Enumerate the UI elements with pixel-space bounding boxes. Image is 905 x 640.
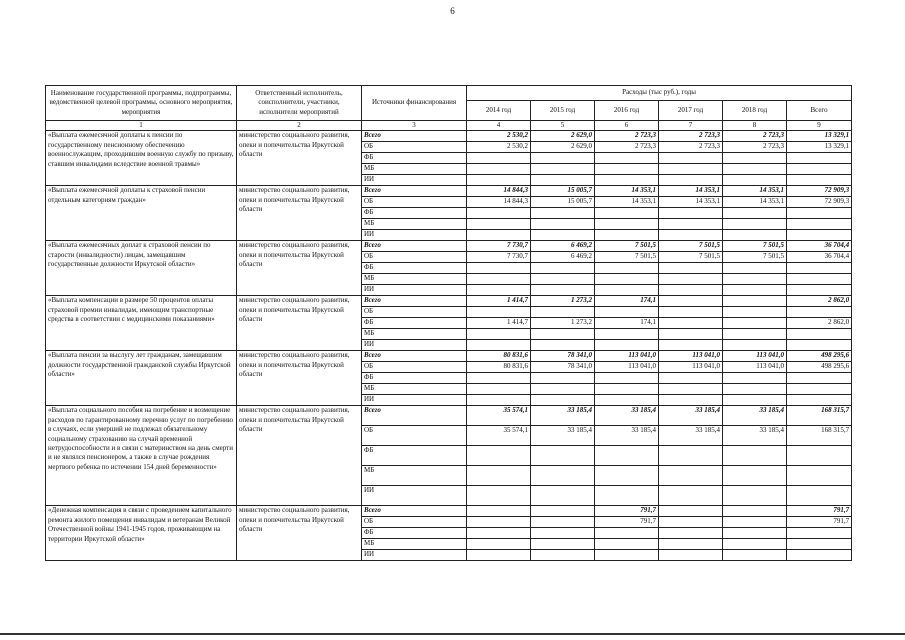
amount-cell bbox=[659, 175, 723, 186]
amount-cell bbox=[787, 164, 852, 175]
funding-source: ФБ bbox=[362, 373, 467, 384]
amount-cell: 78 341,0 bbox=[531, 351, 595, 362]
amount-cell bbox=[531, 175, 595, 186]
amount-cell bbox=[659, 285, 723, 296]
amount-cell bbox=[531, 528, 595, 539]
amount-cell: 35 574,1 bbox=[467, 426, 531, 446]
header-year-2015: 2015 год bbox=[531, 101, 595, 121]
amount-cell bbox=[595, 395, 659, 406]
amount-cell bbox=[595, 539, 659, 550]
amount-cell bbox=[723, 528, 787, 539]
measure-name: «Выплата ежемесячной доплаты к страховой пенсии отдельным категориям граждан» bbox=[46, 186, 237, 241]
amount-cell bbox=[595, 230, 659, 241]
amount-cell bbox=[723, 506, 787, 517]
funding-source: Всего bbox=[362, 351, 467, 362]
measure-name: «Выплата ежемесячных доплат к страховой пенсии по старости (инвалидности) лицам, замещавшим государственные должности Иркутской области» bbox=[46, 241, 237, 296]
amount-cell bbox=[723, 539, 787, 550]
amount-cell bbox=[659, 208, 723, 219]
amount-cell bbox=[531, 164, 595, 175]
column-index: 7 bbox=[659, 121, 723, 131]
amount-cell bbox=[595, 219, 659, 230]
amount-cell bbox=[531, 466, 595, 486]
amount-cell: 33 185,4 bbox=[659, 406, 723, 426]
amount-cell bbox=[659, 230, 723, 241]
amount-cell: 13 329,1 bbox=[787, 142, 852, 153]
amount-cell bbox=[467, 263, 531, 274]
amount-cell bbox=[595, 384, 659, 395]
amount-cell: 33 185,4 bbox=[531, 406, 595, 426]
amount-cell bbox=[723, 486, 787, 506]
amount-cell bbox=[787, 263, 852, 274]
funding-source: МБ bbox=[362, 466, 467, 486]
amount-cell: 33 185,4 bbox=[723, 406, 787, 426]
amount-cell bbox=[531, 329, 595, 340]
executor: министерство социального развития, опеки и попечительства Иркутской области bbox=[237, 241, 362, 296]
funding-source: ИИ bbox=[362, 486, 467, 506]
amount-cell: 6 469,2 bbox=[531, 241, 595, 252]
amount-cell bbox=[723, 153, 787, 164]
amount-cell bbox=[787, 340, 852, 351]
amount-cell: 113 041,0 bbox=[659, 362, 723, 373]
funding-source: МБ bbox=[362, 164, 467, 175]
executor: министерство социального развития, опеки и попечительства Иркутской области bbox=[237, 131, 362, 186]
measure-name: «Выплата пенсии за выслугу лет гражданам, замещавшим должности государственной гражданской службы Иркутской области» bbox=[46, 351, 237, 406]
amount-cell bbox=[595, 329, 659, 340]
amount-cell: 113 041,0 bbox=[595, 362, 659, 373]
amount-cell: 7 730,7 bbox=[467, 241, 531, 252]
amount-cell: 33 185,4 bbox=[595, 426, 659, 446]
amount-cell bbox=[787, 230, 852, 241]
amount-cell bbox=[467, 528, 531, 539]
amount-cell bbox=[531, 153, 595, 164]
amount-cell bbox=[531, 274, 595, 285]
amount-cell bbox=[659, 263, 723, 274]
funding-source: ИИ bbox=[362, 230, 467, 241]
amount-cell bbox=[467, 486, 531, 506]
amount-cell bbox=[723, 446, 787, 466]
amount-cell bbox=[787, 528, 852, 539]
amount-cell bbox=[595, 340, 659, 351]
column-index: 2 bbox=[237, 121, 362, 131]
header-year-2016: 2016 год bbox=[595, 101, 659, 121]
amount-cell bbox=[659, 446, 723, 466]
amount-cell bbox=[659, 528, 723, 539]
amount-cell bbox=[659, 296, 723, 307]
amount-cell bbox=[531, 384, 595, 395]
amount-cell bbox=[723, 340, 787, 351]
amount-cell: 72 909,3 bbox=[787, 197, 852, 208]
funding-source: ФБ bbox=[362, 153, 467, 164]
header-year-2014: 2014 год bbox=[467, 101, 531, 121]
amount-cell: 78 341,0 bbox=[531, 362, 595, 373]
amount-cell bbox=[595, 208, 659, 219]
amount-cell bbox=[787, 175, 852, 186]
amount-cell: 7 501,5 bbox=[659, 252, 723, 263]
scan-edge-line bbox=[0, 633, 905, 635]
amount-cell bbox=[787, 539, 852, 550]
amount-cell bbox=[595, 175, 659, 186]
amount-cell bbox=[659, 486, 723, 506]
funding-source: ОБ bbox=[362, 517, 467, 528]
funding-source: ИИ bbox=[362, 340, 467, 351]
amount-cell bbox=[467, 373, 531, 384]
amount-cell: 7 730,7 bbox=[467, 252, 531, 263]
table-row bbox=[46, 241, 852, 252]
funding-source: ИИ bbox=[362, 395, 467, 406]
amount-cell bbox=[467, 539, 531, 550]
executor: министерство социального развития, опеки и попечительства Иркутской области bbox=[237, 406, 362, 506]
amount-cell bbox=[659, 373, 723, 384]
column-index: 5 bbox=[531, 121, 595, 131]
amount-cell bbox=[531, 219, 595, 230]
column-index: 8 bbox=[723, 121, 787, 131]
amount-cell: 15 005,7 bbox=[531, 186, 595, 197]
amount-cell bbox=[467, 175, 531, 186]
amount-cell bbox=[787, 274, 852, 285]
amount-cell: 2 723,3 bbox=[659, 142, 723, 153]
amount-cell: 113 041,0 bbox=[723, 362, 787, 373]
amount-cell bbox=[467, 208, 531, 219]
table-row bbox=[46, 131, 852, 142]
amount-cell bbox=[723, 230, 787, 241]
measure-name: «Выплата компенсации в размере 50 процентов оплаты страховой премии инвалидам, имеющим транспортные средства в соответствии с медицинскими показаниями» bbox=[46, 296, 237, 351]
amount-cell bbox=[659, 550, 723, 561]
amount-cell: 791,7 bbox=[787, 517, 852, 528]
table-body bbox=[46, 131, 852, 561]
amount-cell: 14 844,3 bbox=[467, 186, 531, 197]
amount-cell bbox=[787, 373, 852, 384]
amount-cell bbox=[531, 446, 595, 466]
column-index: 4 bbox=[467, 121, 531, 131]
amount-cell bbox=[531, 208, 595, 219]
funding-source: ОБ bbox=[362, 307, 467, 318]
header-total: Всего bbox=[787, 101, 852, 121]
amount-cell bbox=[531, 373, 595, 384]
amount-cell: 498 295,6 bbox=[787, 351, 852, 362]
amount-cell: 2 862,0 bbox=[787, 296, 852, 307]
amount-cell bbox=[787, 219, 852, 230]
amount-cell bbox=[531, 486, 595, 506]
amount-cell: 1 414,7 bbox=[467, 296, 531, 307]
amount-cell: 33 185,4 bbox=[595, 406, 659, 426]
column-index: 1 bbox=[46, 121, 237, 131]
amount-cell bbox=[723, 395, 787, 406]
amount-cell: 2 723,3 bbox=[723, 142, 787, 153]
amount-cell bbox=[787, 446, 852, 466]
amount-cell: 14 353,1 bbox=[659, 197, 723, 208]
amount-cell bbox=[723, 208, 787, 219]
amount-cell bbox=[787, 208, 852, 219]
amount-cell bbox=[787, 486, 852, 506]
amount-cell bbox=[659, 384, 723, 395]
amount-cell: 113 041,0 bbox=[595, 351, 659, 362]
amount-cell: 791,7 bbox=[595, 506, 659, 517]
amount-cell bbox=[467, 506, 531, 517]
table-row bbox=[46, 296, 852, 307]
amount-cell bbox=[531, 517, 595, 528]
funding-source: Всего bbox=[362, 241, 467, 252]
table-row bbox=[46, 406, 852, 426]
header-year-2017: 2017 год bbox=[659, 101, 723, 121]
amount-cell bbox=[723, 517, 787, 528]
amount-cell: 36 704,4 bbox=[787, 252, 852, 263]
amount-cell: 168 315,7 bbox=[787, 406, 852, 426]
funding-source: Всего bbox=[362, 506, 467, 517]
amount-cell bbox=[787, 466, 852, 486]
amount-cell: 174,1 bbox=[595, 318, 659, 329]
funding-source: ОБ bbox=[362, 197, 467, 208]
funding-source: ОБ bbox=[362, 362, 467, 373]
funding-source: ИИ bbox=[362, 285, 467, 296]
amount-cell bbox=[531, 307, 595, 318]
amount-cell: 33 185,4 bbox=[723, 426, 787, 446]
amount-cell bbox=[467, 395, 531, 406]
amount-cell: 2 862,0 bbox=[787, 318, 852, 329]
funding-source: ФБ bbox=[362, 263, 467, 274]
funding-source: МБ bbox=[362, 539, 467, 550]
header-executor: Ответственный исполнитель, соисполнители, участники, исполнители мероприятий bbox=[237, 86, 362, 121]
funding-source: ОБ bbox=[362, 426, 467, 446]
amount-cell bbox=[531, 539, 595, 550]
funding-source: МБ bbox=[362, 329, 467, 340]
amount-cell bbox=[723, 318, 787, 329]
amount-cell: 1 273,2 bbox=[531, 296, 595, 307]
funding-source: ИИ bbox=[362, 550, 467, 561]
funding-source: МБ bbox=[362, 384, 467, 395]
funding-source: ОБ bbox=[362, 252, 467, 263]
amount-cell: 13 329,1 bbox=[787, 131, 852, 142]
funding-source: ФБ bbox=[362, 208, 467, 219]
amount-cell bbox=[787, 550, 852, 561]
table-row bbox=[46, 186, 852, 197]
amount-cell bbox=[787, 395, 852, 406]
funding-source: МБ bbox=[362, 274, 467, 285]
amount-cell: 7 501,5 bbox=[595, 252, 659, 263]
funding-source: ОБ bbox=[362, 142, 467, 153]
funding-source: ФБ bbox=[362, 528, 467, 539]
amount-cell bbox=[723, 307, 787, 318]
amount-cell: 14 353,1 bbox=[723, 197, 787, 208]
header-expenses: Расходы (тыс руб.), годы bbox=[467, 86, 852, 101]
amount-cell bbox=[723, 164, 787, 175]
executor: министерство социального развития, опеки и попечительства Иркутской области bbox=[237, 296, 362, 351]
amount-cell bbox=[659, 395, 723, 406]
amount-cell: 2 530,2 bbox=[467, 131, 531, 142]
amount-cell bbox=[595, 486, 659, 506]
executor: министерство социального развития, опеки и попечительства Иркутской области bbox=[237, 186, 362, 241]
amount-cell: 174,1 bbox=[595, 296, 659, 307]
amount-cell bbox=[723, 296, 787, 307]
amount-cell bbox=[467, 219, 531, 230]
funding-source: Всего bbox=[362, 406, 467, 426]
measure-name: «Выплата социального пособия на погребение и возмещение расходов по гарантированному перечню услуг по погребению в случаях, если умерший не подлежал обязательному социальному страхованию на случай временной нетрудоспособности и в связи с материнством на день смерти и не являлся пенсионером, а также в случае рождения мертвого ребенка по истечении 154 дней беременности» bbox=[46, 406, 237, 506]
funding-source: Всего bbox=[362, 186, 467, 197]
amount-cell bbox=[723, 175, 787, 186]
amount-cell: 72 909,3 bbox=[787, 186, 852, 197]
funding-source: ФБ bbox=[362, 446, 467, 466]
funding-source: ФБ bbox=[362, 318, 467, 329]
amount-cell: 2 530,2 bbox=[467, 142, 531, 153]
amount-cell bbox=[531, 230, 595, 241]
amount-cell bbox=[723, 384, 787, 395]
amount-cell: 36 704,4 bbox=[787, 241, 852, 252]
measure-name: «Выплата ежемесячной доплаты к пенсии по государственному пенсионному обеспечению военнослужащим, проходившим военную службу по призыву, ставшим инвалидами вследствие военной травмы» bbox=[46, 131, 237, 186]
amount-cell: 14 353,1 bbox=[723, 186, 787, 197]
amount-cell bbox=[595, 164, 659, 175]
amount-cell: 1 414,7 bbox=[467, 318, 531, 329]
page-number: 6 bbox=[450, 6, 455, 16]
amount-cell: 14 353,1 bbox=[659, 186, 723, 197]
amount-cell: 2 723,3 bbox=[659, 131, 723, 142]
header-source: Источники финансирования bbox=[362, 86, 467, 121]
amount-cell bbox=[467, 153, 531, 164]
amount-cell bbox=[531, 395, 595, 406]
amount-cell: 791,7 bbox=[595, 517, 659, 528]
amount-cell bbox=[467, 230, 531, 241]
amount-cell bbox=[659, 153, 723, 164]
amount-cell bbox=[595, 263, 659, 274]
amount-cell bbox=[723, 285, 787, 296]
amount-cell: 7 501,5 bbox=[595, 241, 659, 252]
amount-cell bbox=[659, 274, 723, 285]
amount-cell: 33 185,4 bbox=[659, 426, 723, 446]
amount-cell: 33 185,4 bbox=[531, 426, 595, 446]
amount-cell: 2 723,3 bbox=[723, 131, 787, 142]
amount-cell bbox=[787, 307, 852, 318]
amount-cell bbox=[659, 340, 723, 351]
amount-cell: 1 273,2 bbox=[531, 318, 595, 329]
amount-cell bbox=[595, 528, 659, 539]
amount-cell: 14 353,1 bbox=[595, 186, 659, 197]
amount-cell bbox=[595, 307, 659, 318]
amount-cell bbox=[659, 517, 723, 528]
amount-cell bbox=[531, 263, 595, 274]
amount-cell bbox=[467, 307, 531, 318]
amount-cell: 2 723,3 bbox=[595, 142, 659, 153]
amount-cell bbox=[531, 506, 595, 517]
amount-cell bbox=[595, 446, 659, 466]
funding-source: ИИ bbox=[362, 175, 467, 186]
amount-cell bbox=[723, 274, 787, 285]
amount-cell: 498 295,6 bbox=[787, 362, 852, 373]
column-index: 3 bbox=[362, 121, 467, 131]
amount-cell bbox=[467, 329, 531, 340]
column-index-row bbox=[46, 121, 852, 131]
amount-cell bbox=[467, 384, 531, 395]
amount-cell bbox=[723, 466, 787, 486]
header-program: Наименование государственной программы, подпрограммы, ведомственной целевой программы, основного мероприятия, мероприятия bbox=[46, 86, 237, 121]
amount-cell: 2 629,0 bbox=[531, 142, 595, 153]
measure-name: «Денежная компенсация в связи с проведением капитального ремонта жилого помещения инвалидам и ветеранам Великой Отечественной войны 1941-1945 годов, проживающим на территории Иркутской области» bbox=[46, 506, 237, 561]
amount-cell bbox=[467, 550, 531, 561]
amount-cell bbox=[467, 164, 531, 175]
amount-cell: 15 005,7 bbox=[531, 197, 595, 208]
header-year-2018: 2018 год bbox=[723, 101, 787, 121]
amount-cell bbox=[595, 373, 659, 384]
amount-cell bbox=[659, 466, 723, 486]
executor: министерство социального развития, опеки и попечительства Иркутской области bbox=[237, 351, 362, 406]
amount-cell bbox=[723, 550, 787, 561]
column-index: 6 bbox=[595, 121, 659, 131]
amount-cell: 791,7 bbox=[787, 506, 852, 517]
amount-cell bbox=[467, 285, 531, 296]
amount-cell: 80 831,6 bbox=[467, 351, 531, 362]
amount-cell bbox=[659, 164, 723, 175]
amount-cell bbox=[659, 329, 723, 340]
amount-cell bbox=[595, 285, 659, 296]
amount-cell bbox=[659, 506, 723, 517]
amount-cell bbox=[659, 307, 723, 318]
amount-cell: 113 041,0 bbox=[659, 351, 723, 362]
amount-cell: 168 315,7 bbox=[787, 426, 852, 446]
amount-cell bbox=[467, 340, 531, 351]
amount-cell bbox=[595, 274, 659, 285]
amount-cell: 7 501,5 bbox=[723, 252, 787, 263]
amount-cell bbox=[467, 274, 531, 285]
amount-cell: 7 501,5 bbox=[659, 241, 723, 252]
amount-cell bbox=[723, 219, 787, 230]
amount-cell: 14 353,1 bbox=[595, 197, 659, 208]
amount-cell bbox=[723, 373, 787, 384]
table-row bbox=[46, 506, 852, 517]
amount-cell: 113 041,0 bbox=[723, 351, 787, 362]
table-row bbox=[46, 351, 852, 362]
amount-cell bbox=[659, 219, 723, 230]
funding-source: Всего bbox=[362, 131, 467, 142]
budget-table bbox=[45, 85, 852, 561]
amount-cell: 35 574,1 bbox=[467, 406, 531, 426]
amount-cell bbox=[787, 329, 852, 340]
funding-source: МБ bbox=[362, 219, 467, 230]
amount-cell bbox=[595, 550, 659, 561]
amount-cell bbox=[659, 318, 723, 329]
amount-cell bbox=[467, 466, 531, 486]
amount-cell bbox=[659, 539, 723, 550]
funding-source: Всего bbox=[362, 296, 467, 307]
executor: министерство социального развития, опеки и попечительства Иркутской области bbox=[237, 506, 362, 561]
column-index: 9 bbox=[787, 121, 852, 131]
amount-cell bbox=[723, 263, 787, 274]
amount-cell: 6 469,2 bbox=[531, 252, 595, 263]
amount-cell bbox=[531, 285, 595, 296]
amount-cell: 80 831,6 bbox=[467, 362, 531, 373]
amount-cell: 14 844,3 bbox=[467, 197, 531, 208]
amount-cell bbox=[723, 329, 787, 340]
amount-cell bbox=[595, 466, 659, 486]
amount-cell bbox=[787, 153, 852, 164]
amount-cell bbox=[595, 153, 659, 164]
amount-cell: 2 723,3 bbox=[595, 131, 659, 142]
amount-cell: 2 629,0 bbox=[531, 131, 595, 142]
amount-cell bbox=[531, 340, 595, 351]
amount-cell bbox=[467, 517, 531, 528]
amount-cell bbox=[787, 285, 852, 296]
amount-cell bbox=[467, 446, 531, 466]
amount-cell bbox=[787, 384, 852, 395]
amount-cell: 7 501,5 bbox=[723, 241, 787, 252]
amount-cell bbox=[531, 550, 595, 561]
